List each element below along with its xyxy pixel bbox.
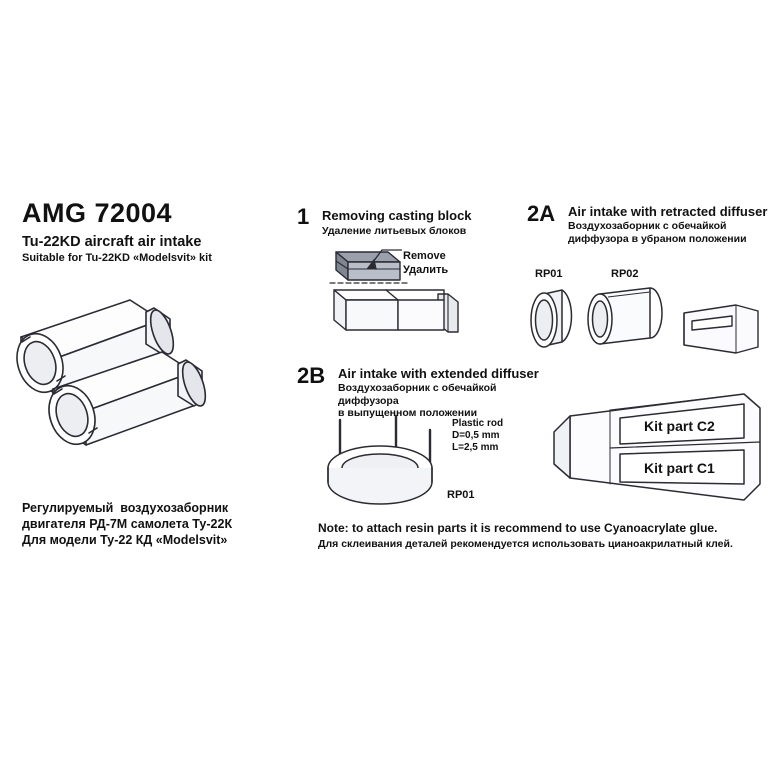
label-plastic-rod [452, 418, 562, 454]
step-2a-illustration-rings [524, 280, 684, 355]
label-kit-part-c2: Kit part C2 [644, 418, 715, 434]
note-text-en: Note: to attach resin parts it is recommend to use Cyanoacrylate glue. [318, 521, 718, 535]
label-remove-ru: Удалить [403, 264, 449, 276]
step-2b-title-ru-line1: Воздухозаборник с обечайкой диффузора [338, 382, 497, 407]
caption-line-1: Регулируемый воздухозаборник [22, 501, 229, 515]
step-2b-title-ru-line2: в выпущенном положении [338, 407, 478, 419]
label-remove-en: Remove [403, 250, 446, 262]
label-part-rp01-a: RP01 [535, 268, 563, 280]
step-2a-title-ru-line2: диффузора в убраном положении [568, 232, 747, 245]
step-2a-airframe-upper [678, 295, 766, 365]
step-2a-title-ru-line1: Воздухозаборник с обечайкой [568, 220, 727, 232]
product-illustration-two-intakes [10, 285, 295, 500]
step-2b-number: 2B [297, 363, 326, 388]
product-caption [22, 500, 292, 548]
step-1-title-en: Removing casting block [322, 208, 472, 223]
label-kit-part-c1: Kit part C1 [644, 460, 715, 476]
caption-line-2: двигателя РД-7М самолета Ту-22К [22, 517, 233, 531]
label-part-rp02: RP02 [611, 268, 639, 280]
page-title: AMG 72004 [22, 198, 173, 228]
subtitle-kit-compat: Suitable for Tu-22KD «Modelsvit» kit [22, 252, 212, 264]
step-1-number: 1 [297, 204, 310, 229]
note-text-ru: Для склеивания деталей рекомендуется использовать цианоакрилатный клей. [318, 538, 733, 550]
step-2a-number: 2A [527, 201, 556, 226]
step-1-title-ru: Удаление литьевых блоков [322, 225, 467, 237]
label-part-rp01-b: RP01 [447, 489, 475, 501]
step-2a-title-en: Air intake with retracted diffuser [568, 204, 768, 219]
step-2a-title-ru [568, 220, 768, 245]
label-rod-name: Plastic rod [452, 418, 504, 429]
label-rod-diameter: D=0,5 mm [452, 430, 500, 441]
step-2b-airframe-nacelle [548, 380, 766, 515]
subtitle-en: Tu-22KD aircraft air intake [22, 234, 202, 250]
step-1-remove-arrow [362, 240, 408, 270]
label-rod-length: L=2,5 mm [452, 442, 499, 453]
step-2b-title-en: Air intake with extended diffuser [338, 366, 539, 381]
step-2b-illustration-ring-with-rods [318, 410, 458, 510]
caption-line-3: Для модели Ту-22 КД «Modelsvit» [22, 533, 228, 547]
